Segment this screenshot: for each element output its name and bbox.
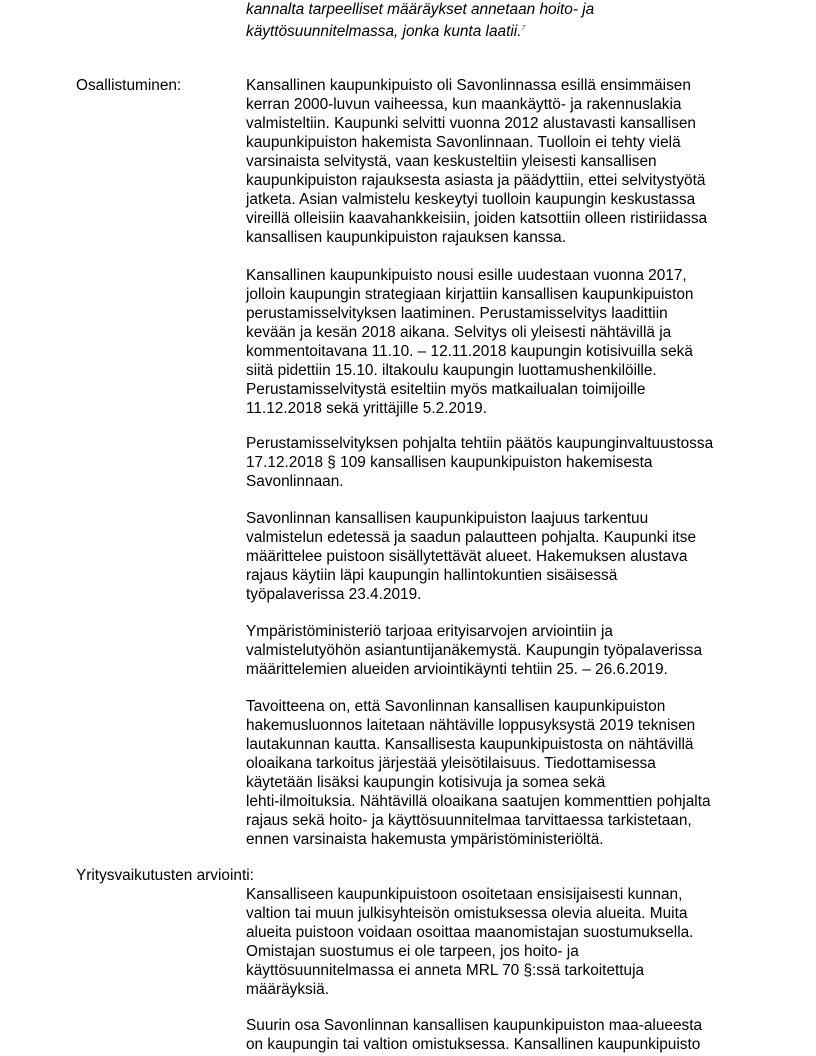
text-line: rajaus sekä hoito- ja käyttösuunnitelmaa tarvittaessa tarkistetaan,	[246, 812, 692, 829]
text-line: 17.12.2018 § 109 kansallisen kaupunkipuiston hakemisesta	[246, 454, 653, 471]
text-line: Kansallinen kaupunkipuisto nousi esille uudestaan vuonna 2017,	[246, 267, 687, 284]
text-line: käytetään lisäksi kaupungin kotisivuja ja somea sekä	[246, 774, 606, 791]
text-line: jatketa. Asian valmistelu keskeytyi tuolloin kaupungin keskustassa	[246, 191, 696, 208]
text-line: perustamisselvityksen laatiminen. Perustamisselvitys laadittiin	[246, 305, 668, 322]
text-line: kaupunkipuiston hakemista Savonlinnaan. Tuolloin ei tehty vielä	[246, 134, 681, 151]
text-line: lehti-ilmoituksia. Nähtävillä oloaikana saatujen kommenttien pohjalta	[246, 793, 711, 810]
text-line: Perustamisselvitystä esiteltiin myös matkailualan toimijoille	[246, 381, 646, 398]
text-line: työpalaverissa 23.4.2019.	[246, 586, 422, 603]
text-line: 11.12.2018 sekä yrittäjille 5.2.2019.	[246, 400, 487, 417]
text-line: määrittelemien alueiden arviointikäynti tehtiin 25. – 26.6.2019.	[246, 661, 668, 678]
text-line: valmisteltiin. Kaupunki selvitti vuonna 2012 alustavasti kansallisen	[246, 115, 696, 132]
text-line: lautakunnan kautta. Kansallisesta kaupunkipuistosta on nähtävillä	[246, 736, 694, 753]
intro-line: kannalta tarpeelliset määräykset annetaan hoito- ja	[246, 1, 595, 18]
text-line: kaupunkipuiston rajauksesta asiasta ja päädyttiin, ettei selvitystyötä	[246, 172, 706, 189]
text-line: kevään ja kesän 2018 aikana. Selvitys oli yleisesti nähtävillä ja	[246, 324, 672, 341]
text-line: valmistelun edetessä ja saadun palautteen pohjalta. Kaupunki itse	[246, 529, 697, 546]
text-line: Kansalliseen kaupunkipuistoon osoitetaan ensisijaisesti kunnan,	[246, 886, 683, 903]
text-line: Perustamisselvityksen pohjalta tehtiin päätös kaupunginvaltuustossa	[246, 435, 714, 452]
text-line: Savonlinnaan.	[246, 473, 344, 490]
text-line: varsinaista selvitystä, vaan keskusteltiin yleisesti kansallisen	[246, 153, 657, 170]
text-line: määrittelee puistoon sisällytettävät alueet. Hakemuksen alustava	[246, 548, 688, 565]
section-label-osallistuminen: Osallistuminen:	[76, 77, 182, 94]
text-line: hakemusluonnos laitetaan nähtäville loppusyksystä 2019 teknisen	[246, 717, 696, 734]
text-line: kerran 2000-luvun vaiheessa, kun maankäyttö- ja rakennuslakia	[246, 96, 682, 113]
text-line: vireillä olleisiin kaavahankkeisiin, joiden katsottiin olleen ristiriidassa	[246, 210, 708, 227]
text-line: Savonlinnan kansallisen kaupunkipuiston laajuus tarkentuu	[246, 510, 649, 527]
text-line: oloaikana tarkoitus järjestää yleisötilaisuus. Tiedottamisessa	[246, 755, 656, 772]
text-line: valtion tai muun julkisyhteisön omistuksessa olevia alueita. Muita	[246, 905, 688, 922]
intro-line: käyttösuunnitelmassa, jonka kunta laatii.$^7$	[246, 23, 526, 40]
text-line: siitä pidettiin 15.10. iltakoulu kaupungin luottamushenkilöille.	[246, 362, 657, 379]
text-line: Suurin osa Savonlinnan kansallisen kaupunkipuiston maa-alueesta	[246, 1017, 703, 1034]
text-line: Omistajan suostumus ei ole tarpeen, jos hoito- ja	[246, 943, 579, 960]
text-line: Ympäristöministeriö tarjoaa erityisarvojen arviointiin ja	[246, 623, 613, 640]
text-line: kommentoitavana 11.10. – 12.11.2018 kaupungin kotisivuilla sekä	[246, 343, 693, 360]
text-line: määräyksiä.	[246, 981, 329, 998]
text-line: kansallisen kaupunkipuiston rajauksen kanssa.	[246, 229, 566, 246]
text-line: valmistelutyöhön asiantuntijanäkemystä. Kaupungin työpalaverissa	[246, 642, 703, 659]
text-line: ennen varsinaista hakemusta ympäristöministeriöltä.	[246, 831, 604, 848]
text-line: alueita puistoon voidaan osoittaa maanomistajan suostumuksella.	[246, 924, 694, 941]
text-line: käyttösuunnitelmassa ei anneta MRL 70 §:ssä tarkoitettuja	[246, 962, 645, 979]
section-label-yritysvaikutukset: Yritysvaikutusten arviointi:	[76, 867, 254, 884]
text-line: Tavoitteena on, että Savonlinnan kansallisen kaupunkipuiston	[246, 698, 666, 715]
text-line: jolloin kaupungin strategiaan kirjattiin kansallisen kaupunkipuiston	[246, 286, 694, 303]
text-line: Kansallinen kaupunkipuisto oli Savonlinnassa esillä ensimmäisen	[246, 77, 691, 94]
text-line: on kaupungin tai valtion omistuksessa. Kansallinen kaupunkipuisto	[246, 1036, 701, 1053]
footnote-mark: 7	[521, 25, 526, 32]
text-line: rajaus käytiin läpi kaupungin hallintokuntien sisäisessä	[246, 567, 618, 584]
